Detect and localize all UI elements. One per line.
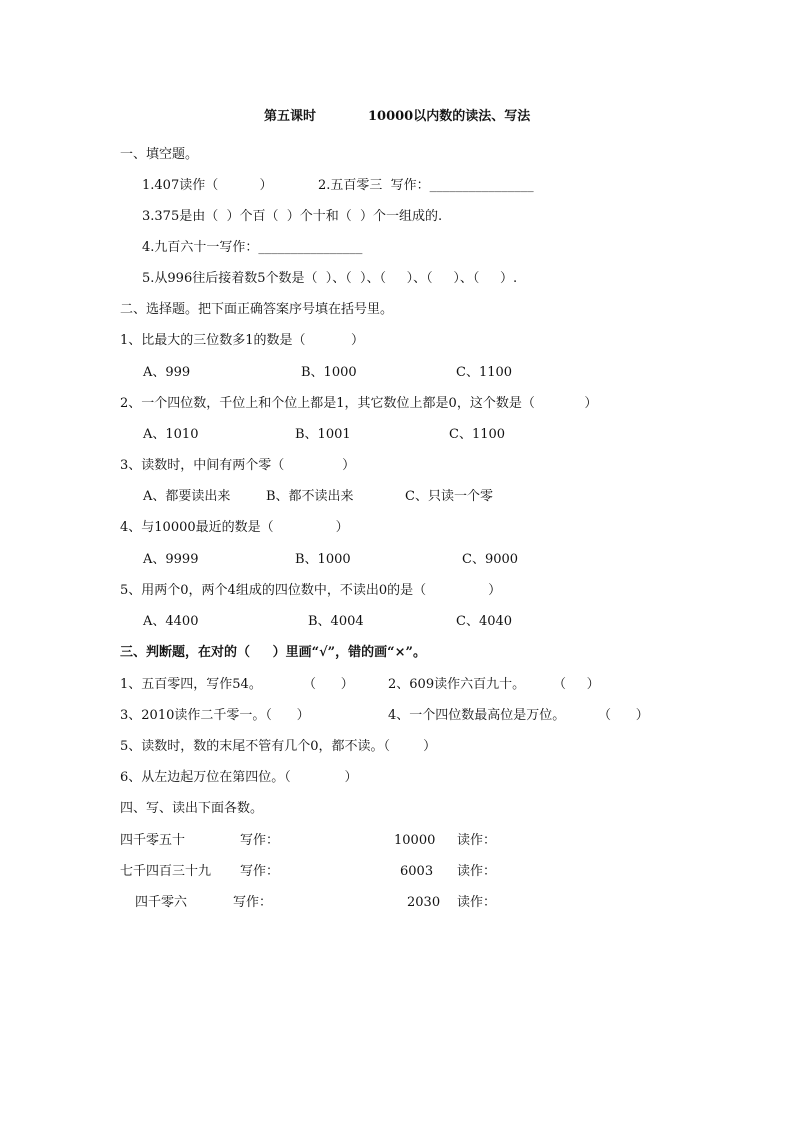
choice-q2-option-b: B、1001 bbox=[295, 427, 351, 442]
choice-q5-option-c: C、4040 bbox=[456, 614, 513, 629]
write-label-3: 写作： bbox=[233, 895, 273, 910]
choice-q5-option-a: A、4400 bbox=[143, 614, 199, 629]
number-digit-1: 10000 bbox=[394, 833, 436, 848]
section4-heading: 四、写、读出下面各数。 bbox=[120, 801, 264, 816]
read-label-2: 读作： bbox=[457, 864, 497, 879]
number-digit-3: 2030 bbox=[407, 895, 441, 910]
choice-q5-stem: 5、用两个0，两个4组成的四位数中，不读出0的是（ ） bbox=[120, 583, 502, 598]
choice-q5-option-b: B、4004 bbox=[308, 614, 364, 629]
fill-q4: 4.九百六十一写作：________________ bbox=[142, 240, 363, 255]
read-label-1: 读作： bbox=[457, 833, 497, 848]
choice-q4-stem: 4、与10000最近的数是（ ） bbox=[120, 520, 349, 535]
choice-q2-option-a: A、1010 bbox=[143, 427, 199, 442]
fill-q2: 2.五百零三 写作：________________ bbox=[318, 178, 534, 193]
judge-q2: 2、609读作六百九十。 bbox=[388, 677, 526, 692]
fill-q3: 3.375是由（ ）个百（ ）个十和（ ）个一组成的. bbox=[142, 209, 443, 224]
judge-q5: 5、读数时，数的末尾不管有几个0，都不读。（ ） bbox=[120, 739, 437, 754]
choice-q3-option-c: C、只读一个零 bbox=[405, 489, 493, 504]
choice-q1-option-c: C、1100 bbox=[456, 365, 513, 380]
number-digit-2: 6003 bbox=[400, 864, 434, 879]
section1-heading: 一、填空题。 bbox=[120, 147, 199, 162]
choice-q1-stem: 1、比最大的三位数多1的数是（ ） bbox=[120, 333, 364, 348]
judge-q6: 6、从左边起万位在第四位。（ ） bbox=[120, 770, 358, 785]
write-label-2: 写作： bbox=[240, 864, 280, 879]
number-word-3: 四千零六 bbox=[135, 895, 188, 910]
judge-q4: 4、一个四位数最高位是万位。 bbox=[388, 708, 566, 723]
choice-q3-option-b: B、都不读出来 bbox=[266, 489, 354, 504]
lesson-label: 第五课时 bbox=[264, 109, 317, 124]
judge-q2-paren: （ ） bbox=[553, 677, 600, 692]
choice-q1-option-b: B、1000 bbox=[301, 365, 357, 380]
fill-q1: 1.407读作（ ） bbox=[142, 178, 273, 193]
write-label-1: 写作： bbox=[240, 833, 280, 848]
number-word-1: 四千零五十 bbox=[120, 833, 186, 848]
choice-q4-option-a: A、9999 bbox=[143, 552, 199, 567]
choice-q3-option-a: A、都要读出来 bbox=[143, 489, 231, 504]
section2-heading: 二、选择题。把下面正确答案序号填在括号里。 bbox=[120, 302, 394, 317]
choice-q3-stem: 3、读数时，中间有两个零（ ） bbox=[120, 458, 356, 473]
choice-q2-option-c: C、1100 bbox=[449, 427, 506, 442]
read-label-3: 读作： bbox=[457, 895, 497, 910]
judge-q3: 3、2010读作二千零一。（ ） bbox=[120, 708, 310, 723]
judge-q1-paren: （ ） bbox=[303, 677, 354, 692]
number-word-2: 七千四百三十九 bbox=[120, 864, 212, 879]
choice-q4-option-c: C、9000 bbox=[462, 552, 519, 567]
fill-q5: 5.从996往后接着数5个数是（ ）、（ ）、（ ）、（ ）、（ ）. bbox=[142, 271, 518, 286]
page-title: 10000以内数的读法、写法 bbox=[368, 109, 531, 124]
judge-q4-paren: （ ） bbox=[598, 708, 649, 723]
choice-q4-option-b: B、1000 bbox=[295, 552, 351, 567]
choice-q1-option-a: A、999 bbox=[143, 365, 191, 380]
judge-q1: 1、五百零四，写作54。 bbox=[120, 677, 262, 692]
choice-q2-stem: 2、一个四位数，千位上和个位上都是1，其它数位上都是0，这个数是（ ） bbox=[120, 396, 598, 411]
section3-heading: 三、判断题，在对的（ ）里画“√”，错的画“×”。 bbox=[120, 645, 426, 660]
